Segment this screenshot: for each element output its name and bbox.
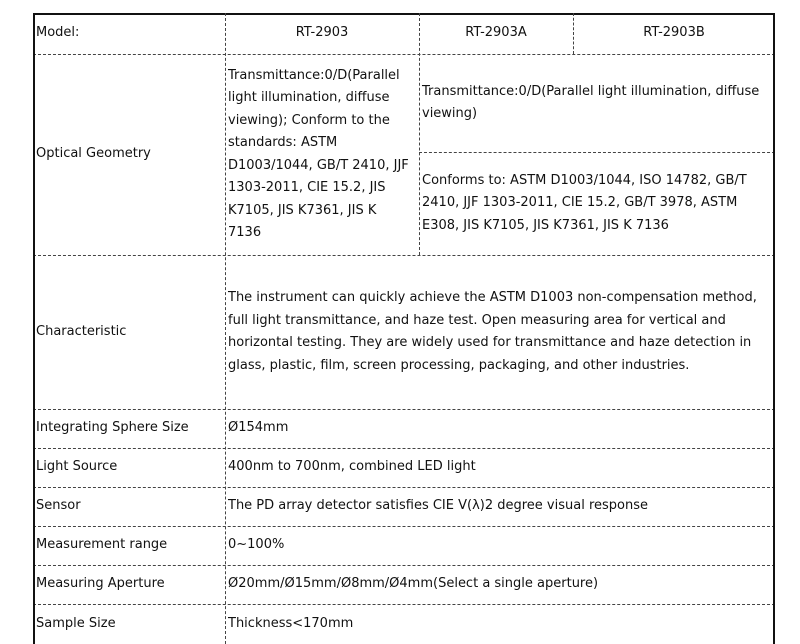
optical-geometry-ab-geometry: Transmittance:0/D(Parallel light illumination, diffuse viewing) (422, 83, 760, 121)
model-rt-2903a: RT-2903A (465, 25, 527, 41)
spec-row-label: Integrating Sphere Size (36, 420, 189, 436)
spec-row-value: Ø20mm/Ø15mm/Ø8mm/Ø4mm(Select a single aperture) (228, 576, 599, 592)
model-header-label: Model: (36, 25, 80, 41)
model-rt-2903b: RT-2903B (643, 25, 705, 41)
spec-table (33, 13, 775, 644)
spec-row-label: Sensor (36, 498, 81, 514)
characteristic-label: Characteristic (36, 323, 127, 339)
spec-row-value: The PD array detector satisfies CIE V(λ)2 degree visual response (228, 498, 648, 514)
optical-geometry-ab-standards: Conforms to: ASTM D1003/1044, ISO 14782, GB/T 2410, JJF 1303-2011, CIE 15.2, GB/T 3978, ASTM E308, JIS K7105, JIS K7361, JIS K 7136 (422, 172, 747, 233)
spec-row-label: Measuring Aperture (36, 576, 165, 592)
spec-row-value: Ø154mm (228, 420, 289, 436)
spec-row-value: 400nm to 700nm, combined LED light (228, 459, 476, 475)
optical-geometry-label: Optical Geometry (36, 146, 151, 162)
spec-row-label: Light Source (36, 459, 118, 475)
optical-geometry-rt2903: Transmittance:0/D(Parallel light illumination, diffuse viewing); Conform to the standards: ASTM D1003/1044, GB/T 2410, JJF 1303-2011, CIE 15.2, JIS K7105, JIS K7361, JIS K 7136 (228, 67, 409, 240)
characteristic-value: The instrument can quickly achieve the ASTM D1003 non-compensation method, full light transmittance, and haze test. Open measuring area for vertical and horizontal testing. They are widely used for transmittance and haze detection in glass, plastic, film, screen processing, packaging, and other industries. (228, 290, 757, 373)
spec-row-label: Sample Size (36, 615, 116, 631)
spec-row-value: Thickness<170mm (228, 615, 354, 631)
model-rt-2903: RT-2903 (295, 25, 349, 41)
spec-row-value: 0~100% (228, 537, 285, 553)
spec-row-label: Measurement range (36, 537, 168, 553)
